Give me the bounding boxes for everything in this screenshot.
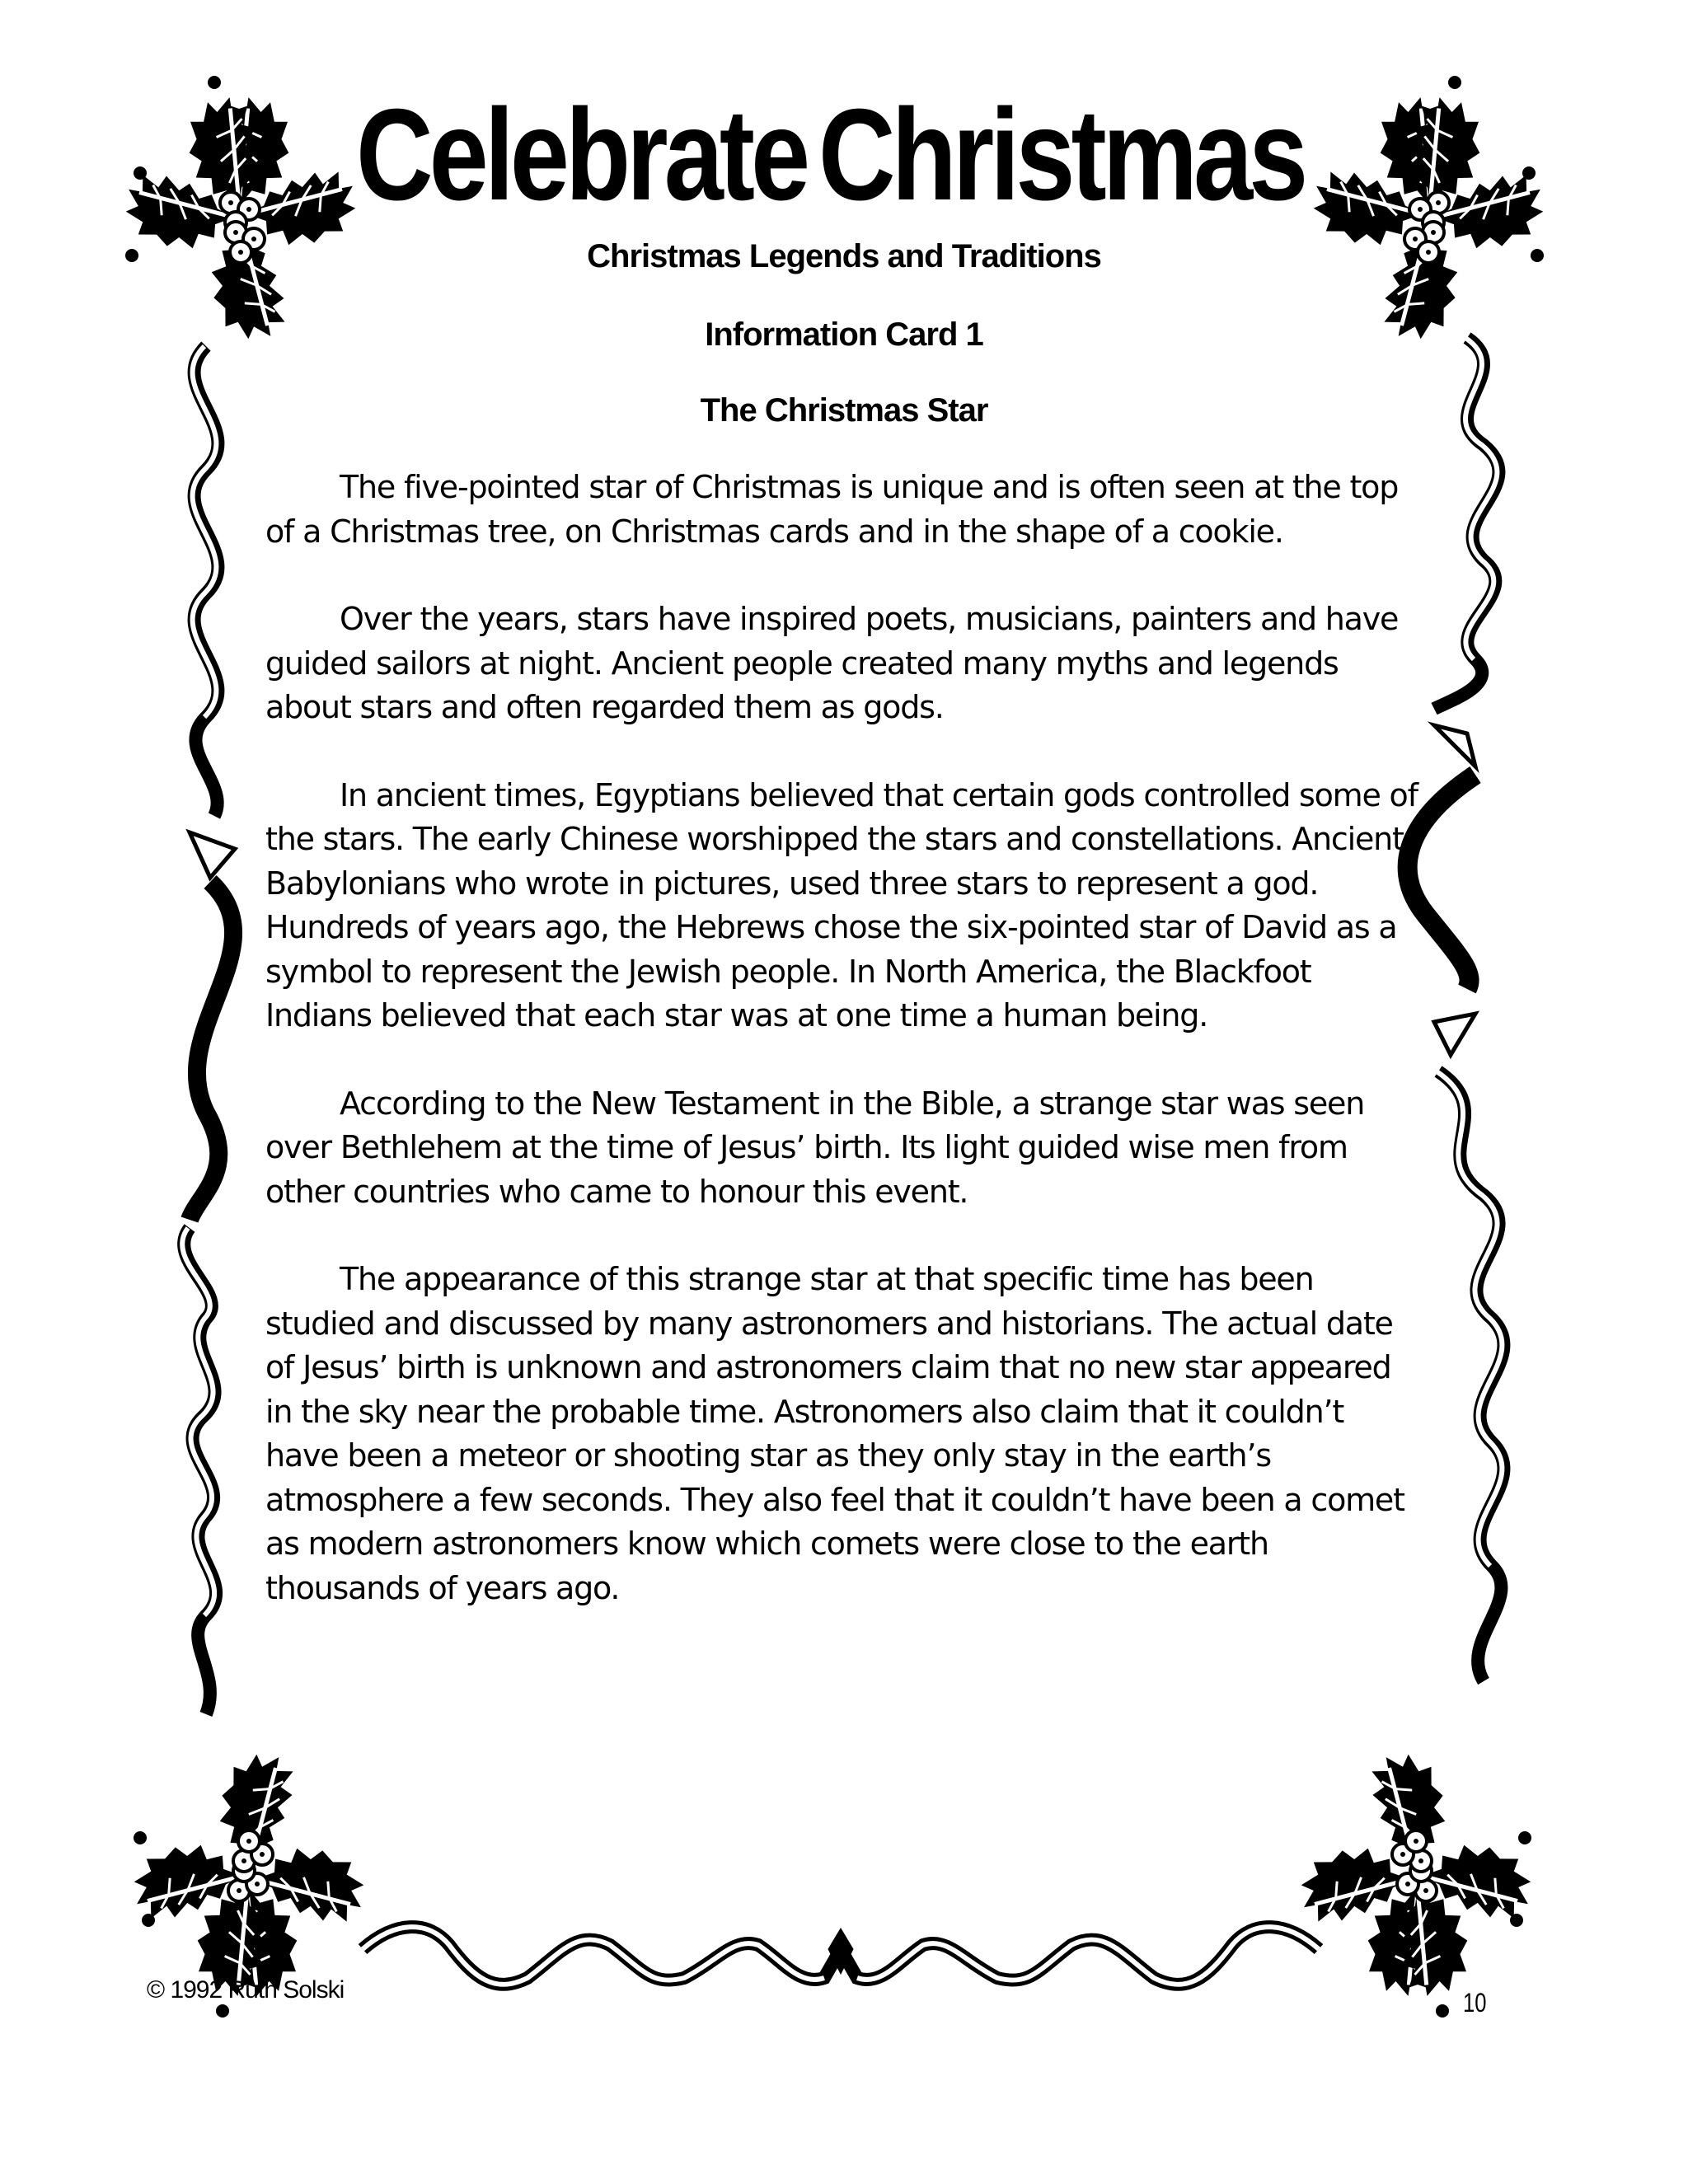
paragraph: The five-pointed star of Christmas is unique and is often seen at the top of a Christmas tree, on Christmas cards and in the shape of a cookie. xyxy=(265,469,1399,550)
title-word-celebrate: Celebrate xyxy=(356,82,807,227)
copyright-notice: © 1992 Ruth Solski xyxy=(147,1976,345,2004)
holly-top-left xyxy=(120,76,361,344)
paragraph: In ancient times, Egyptians believed that certain gods controlled some of the stars. The early Chinese worshipped the stars and constellations. Ancient Babylonians who wrote in pictures, used three stars to represent a god. Hundreds of years ago, the Hebrews chose the six-pointed star of David as a symbol to represent the Jewish people. In North America, the Blackfoot Indians believed that each star was at one time a human being. xyxy=(265,776,1418,1033)
paragraph: The appearance of this strange star at that specific time has been studied and discussed by many astronomers and historians. The actual date of Jesus’ birth is unknown and astronomers claim that no new star appeared in the sky near the probable time. Astronomers also claim that it couldn’t have been a meteor or shooting star as they only stay in the earth’s atmosphere a few seconds. They also feel that it couldn’t have been a comet as modern astronomers know which comets were close to the earth thousands of years ago. xyxy=(265,1261,1404,1606)
topic-heading: The Christmas Star xyxy=(700,392,988,429)
paragraph: Over the years, stars have inspired poets, musicians, painters and have guided sailors at night. Ancient people created many myths and legends about stars and often regarded them as gods. xyxy=(265,601,1399,725)
card-number-heading: Information Card 1 xyxy=(705,316,983,353)
holly-bottom-right xyxy=(1296,1749,1536,2018)
paragraph: According to the New Testament in the Bible, a strange star was seen over Bethlehem at the time of Jesus’ birth. Its light guided wise men from other countries who came to honour this event. xyxy=(265,1085,1365,1210)
page-number: 10 xyxy=(1463,1988,1487,2018)
bottom-ribbon xyxy=(363,1927,1319,1985)
article-body xyxy=(265,466,1419,1654)
title-word-christmas: Christmas xyxy=(818,82,1305,227)
page-title xyxy=(356,82,1305,227)
holly-top-right xyxy=(1308,76,1549,344)
left-ribbon xyxy=(182,346,235,1714)
right-ribbon xyxy=(1408,338,1504,1681)
section-heading: Christmas Legends and Traditions xyxy=(587,238,1101,274)
